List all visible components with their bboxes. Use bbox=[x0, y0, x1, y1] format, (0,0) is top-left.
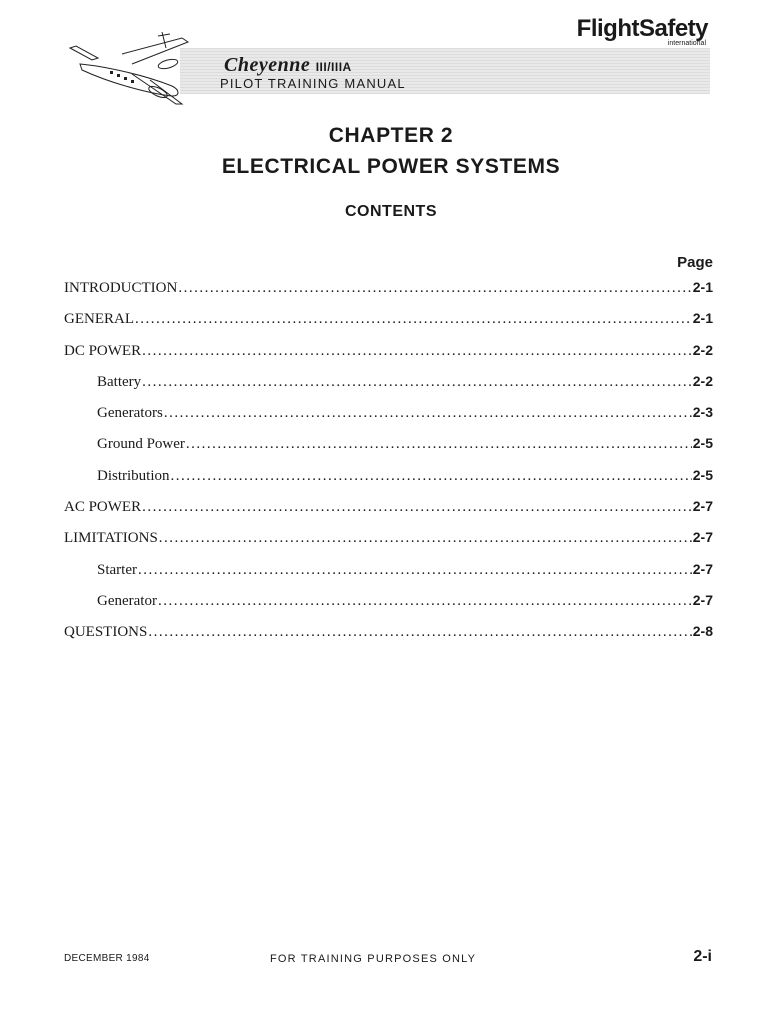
toc-dot-leader bbox=[148, 624, 691, 641]
toc-dot-leader bbox=[164, 405, 692, 422]
toc-entry-page: 2-7 bbox=[692, 529, 713, 546]
logo-wordmark: FlightSafety bbox=[576, 15, 708, 42]
toc-entry-page: 2-7 bbox=[692, 591, 713, 608]
toc-entry[interactable] bbox=[64, 592, 713, 623]
table-of-contents bbox=[64, 279, 713, 655]
toc-entry-page: 2-7 bbox=[692, 560, 713, 577]
toc-entry[interactable] bbox=[64, 529, 713, 560]
toc-entry-page: 2-1 bbox=[692, 279, 713, 295]
toc-dot-leader bbox=[142, 374, 692, 391]
toc-entry-page: 2-3 bbox=[692, 404, 713, 421]
toc-entry-page: 2-5 bbox=[692, 435, 713, 452]
toc-entry-label: LIMITATIONS bbox=[64, 530, 158, 547]
airplane-icon bbox=[62, 24, 192, 114]
chapter-title bbox=[0, 120, 768, 182]
toc-dot-leader bbox=[186, 436, 692, 453]
toc-entry-page: 2-7 bbox=[692, 498, 713, 515]
toc-entry[interactable] bbox=[64, 279, 713, 310]
page-column-heading: Page bbox=[677, 254, 713, 271]
footer-notice: FOR TRAINING PURPOSES ONLY bbox=[270, 953, 477, 965]
footer-date: DECEMBER 1984 bbox=[64, 953, 150, 964]
toc-entry[interactable] bbox=[64, 623, 713, 654]
toc-dot-leader bbox=[178, 280, 691, 297]
toc-dot-leader bbox=[158, 593, 692, 610]
banner-subtitle: PILOT TRAINING MANUAL bbox=[220, 76, 406, 91]
toc-entry-label: Battery bbox=[97, 373, 142, 390]
chapter-number: CHAPTER 2 bbox=[328, 124, 454, 147]
toc-entry-label: Distribution bbox=[97, 467, 170, 484]
toc-dot-leader bbox=[142, 499, 692, 516]
banner-title bbox=[224, 54, 352, 77]
toc-entry-page: 2-2 bbox=[692, 372, 713, 389]
toc-entry-label: Ground Power bbox=[97, 436, 185, 453]
aircraft-model: III/IIIA bbox=[315, 60, 352, 74]
toc-entry-page: 2-1 bbox=[692, 310, 713, 327]
chapter-name: ELECTRICAL POWER SYSTEMS bbox=[221, 155, 561, 178]
toc-entry[interactable] bbox=[64, 342, 713, 373]
toc-dot-leader bbox=[159, 530, 692, 547]
toc-dot-leader bbox=[171, 468, 692, 485]
toc-entry-page: 2-5 bbox=[692, 466, 713, 483]
toc-entry[interactable] bbox=[64, 561, 713, 592]
toc-entry-label: QUESTIONS bbox=[64, 624, 148, 641]
footer-page-number: 2-i bbox=[693, 948, 712, 965]
toc-dot-leader bbox=[135, 311, 692, 328]
toc-dot-leader bbox=[142, 343, 692, 360]
contents-heading: CONTENTS bbox=[345, 203, 437, 220]
toc-entry-label: Generator bbox=[97, 592, 157, 609]
toc-entry-page: 2-8 bbox=[692, 623, 713, 640]
toc-entry-label: Starter bbox=[97, 561, 137, 578]
toc-entry-page: 2-2 bbox=[692, 341, 713, 358]
toc-entry[interactable] bbox=[64, 404, 713, 435]
toc-entry[interactable] bbox=[64, 498, 713, 529]
aircraft-name: Cheyenne bbox=[224, 54, 311, 76]
toc-entry-label: Generators bbox=[97, 405, 163, 422]
toc-entry-label: GENERAL bbox=[64, 311, 134, 328]
logo-subtext: international bbox=[667, 40, 706, 47]
toc-dot-leader bbox=[138, 562, 692, 579]
toc-entry-label: INTRODUCTION bbox=[64, 280, 178, 296]
toc-entry[interactable] bbox=[64, 435, 713, 466]
manual-banner bbox=[180, 48, 710, 94]
toc-entry-label: AC POWER bbox=[64, 499, 142, 516]
flightsafety-logo bbox=[577, 16, 708, 47]
toc-entry-label: DC POWER bbox=[64, 342, 142, 359]
toc-entry[interactable] bbox=[64, 373, 713, 404]
toc-entry[interactable] bbox=[64, 310, 713, 341]
toc-entry[interactable] bbox=[64, 467, 713, 498]
